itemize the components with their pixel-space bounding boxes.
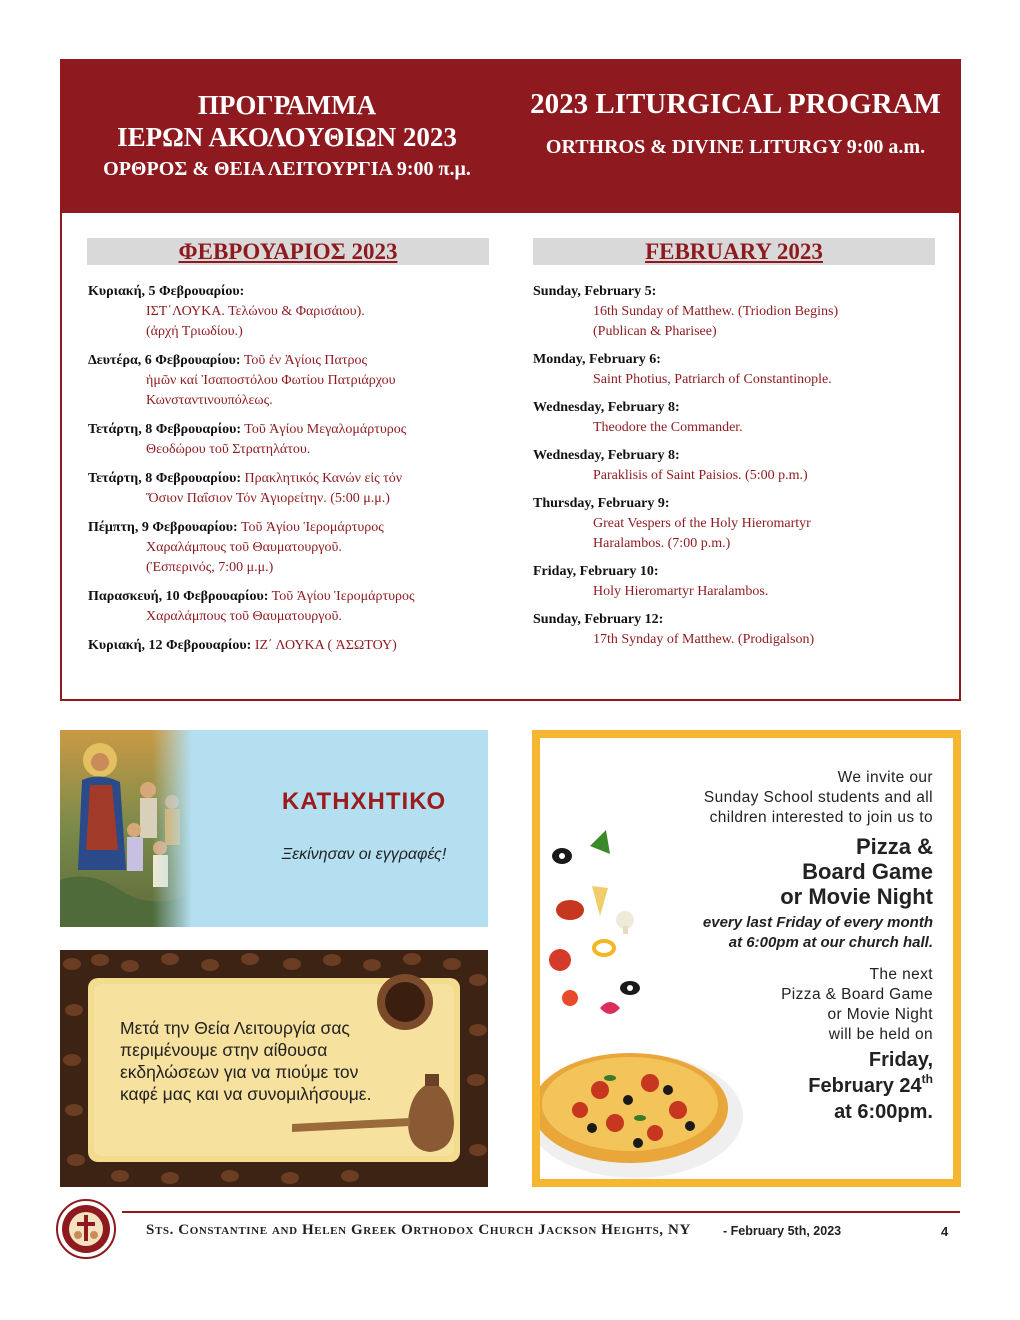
schedule-entry: [88, 587, 508, 627]
coffee-text-line: Μετά την Θεία Λειτουργία σας: [120, 1018, 350, 1038]
coffee-text-line: καφέ μας και να συνομιλήσουμε.: [120, 1084, 372, 1104]
schedule-date: Κυριακή, 5 Φεβρουαρίου:: [88, 284, 245, 299]
pizza-next-line: Pizza & Board Game: [781, 986, 933, 1003]
coffee-text-line: εκδηλώσεων για να πιούμε τον: [120, 1062, 359, 1082]
schedule-entry: [88, 351, 508, 411]
schedule-date: Sunday, February 5:: [533, 284, 657, 299]
footer-church-name: Sts. Constantine and Helen Greek Orthodox Church Jackson Heights, NY: [146, 1222, 691, 1238]
pizza-invite-line: Sunday School students and all: [703, 789, 933, 806]
pizza-next-date: [653, 1047, 933, 1125]
schedule-entry-heading: [88, 420, 508, 440]
schedule-date: Wednesday, February 8:: [533, 448, 680, 463]
schedule-entry: [533, 494, 953, 554]
schedule-feast-line: 17th Synday of Matthew. (Prodigalson): [593, 632, 815, 647]
catechism-title: ΚΑΤΗΧΗΤΙΚΟ: [281, 788, 447, 815]
schedule-entry: [88, 420, 508, 460]
english-subtitle: ORTHROS & DIVINE LITURGY 9:00 a.m.: [545, 136, 926, 158]
schedule-feast: Τοῦ Ἁγίου Ἱερομάρτυρος: [271, 589, 415, 604]
schedule-date: Sunday, February 12:: [533, 612, 664, 627]
schedule-entry: [533, 282, 953, 342]
schedule-entry: [88, 282, 508, 342]
greek-title-line-2: ΙΕΡΩΝ ΑΚΟΛΟΥΘΙΩΝ 2023: [117, 122, 457, 152]
schedule-date: Τετάρτη, 8 Φεβρουαρίου:: [88, 471, 242, 486]
pizza-event-title: [653, 834, 933, 909]
schedule-feast-line: ΙΣΤ΄ΛΟΥΚΑ. Τελώνου & Φαρισάιου).: [146, 304, 365, 319]
schedule-date: Wednesday, February 8:: [533, 400, 680, 415]
pizza-event-line: Pizza &: [855, 834, 933, 859]
pizza-next-event: [653, 965, 933, 1045]
schedule-feast-line: Ὅσιον Παΐσιον Τόν Ἁγιορείτην. (5:00 μ.μ.): [146, 491, 390, 506]
schedule-feast-line: Θεοδώρου τοῦ Στρατηλάτου.: [146, 442, 311, 457]
schedule-feast: Τοῦ ἐν Ἁγίοις Πατρος: [243, 353, 368, 368]
schedule-date: Friday, February 10:: [533, 564, 659, 579]
catechism-subtitle: Ξεκίνησαν οι εγγραφές!: [281, 846, 447, 863]
schedule-entry-heading: [88, 469, 508, 489]
coffee-text-line: περιμένουμε στην αίθουσα: [120, 1040, 328, 1060]
schedule-entry-heading: [88, 351, 508, 371]
schedule-entry-heading: [88, 282, 508, 302]
pizza-next-line: The next: [869, 966, 933, 983]
schedule-date: Monday, February 6:: [533, 352, 661, 367]
christ-with-children-icon: [60, 730, 192, 927]
schedule-feast: Τοῦ Ἁγίου Ἱερομάρτυρος: [240, 520, 384, 535]
liturgical-program-box: [60, 59, 961, 701]
schedule-entry: [533, 398, 953, 438]
schedule-feast-line: Χαραλάμπους τοῦ Θαυματουργοῦ.: [146, 540, 342, 555]
schedule-feast-line: (Publican & Pharisee): [593, 324, 717, 339]
schedule-entry: [533, 610, 953, 650]
schedule-feast-line: Haralambos. (7:00 p.m.): [593, 536, 731, 551]
schedule-feast: ΙΖ΄ ΛΟΥΚΑ ( ἈΣΩΤΟΥ): [254, 638, 397, 653]
schedule-entry: [88, 636, 508, 656]
pizza-next-line: or Movie Night: [827, 1006, 933, 1023]
schedule-feast-line: Theodore the Commander.: [593, 420, 743, 435]
greek-header: [62, 61, 512, 213]
pizza-invite-line: children interested to join us to: [709, 809, 933, 826]
schedule-feast-line: Holy Hieromartyr Haralambos.: [593, 584, 769, 599]
pizza-next-line: will be held on: [828, 1026, 933, 1043]
schedule-feast-line: ἡμῶν καί Ἰσαποστόλου Φωτίου Πατριάρχου: [146, 373, 396, 388]
english-month-heading: FEBRUARY 2023: [533, 238, 935, 265]
schedule-entry: [533, 446, 953, 486]
schedule-feast-line: (Ἑσπερινός, 7:00 μ.μ.): [146, 560, 274, 575]
schedule-entry-heading: [88, 587, 508, 607]
schedule-feast-line: Saint Photius, Patriarch of Constantinople.: [593, 372, 832, 387]
coffee-hour-card: [60, 950, 488, 1187]
pizza-date-month: February 24th: [808, 1072, 933, 1097]
greek-subtitle: ΟΡΘΡΟΣ & ΘΕΙΑ ΛΕΙΤΟΥΡΓΙΑ 9:00 π.μ.: [103, 158, 471, 180]
program-header: [62, 61, 959, 213]
coffee-invitation-text: [120, 1017, 440, 1105]
church-seal-icon: [56, 1199, 116, 1259]
schedule-feast-line: Great Vespers of the Holy Hieromartyr: [593, 516, 811, 531]
greek-month-heading: ΦΕΒΡΟΥΑΡΙΟΣ 2023: [87, 238, 489, 265]
pizza-when-line: at 6:00pm at our church hall.: [728, 934, 933, 951]
schedule-feast-line: 16th Sunday of Matthew. (Triodion Begins): [593, 304, 839, 319]
pizza-event-line: Board Game: [802, 859, 933, 884]
pizza-date-day: Friday,: [868, 1049, 933, 1071]
english-schedule: [533, 282, 953, 658]
footer-date: - February 5th, 2023: [723, 1224, 842, 1238]
schedule-entry-heading: [88, 636, 508, 656]
schedule-entry: [88, 518, 508, 578]
english-title: 2023 LITURGICAL PROGRAM: [530, 88, 941, 120]
pizza-event-line: or Movie Night: [780, 884, 933, 909]
schedule-date: Τετάρτη, 8 Φεβρουαρίου:: [88, 422, 242, 437]
greek-title-line-1: ΠΡΟΓΡΑΜΜΑ: [197, 90, 377, 120]
greek-schedule: [88, 282, 508, 665]
page-number: 4: [941, 1224, 949, 1239]
catechism-card: [60, 730, 488, 927]
schedule-entry: [88, 469, 508, 509]
english-header: [512, 61, 959, 213]
schedule-date: Κυριακή, 12 Φεβρουαρίου:: [88, 638, 252, 653]
schedule-feast-line: (ἀρχή Τριωδίου.): [146, 324, 243, 339]
schedule-entry-heading: [88, 518, 508, 538]
schedule-entry: [533, 562, 953, 602]
schedule-feast-line: Paraklisis of Saint Paisios. (5:00 p.m.): [593, 468, 808, 483]
pizza-invite-line: We invite our: [837, 769, 933, 786]
pizza-schedule: [653, 913, 933, 953]
pizza-invite: [653, 768, 933, 828]
schedule-feast: Πρακλητικός Κανών εἰς τόν: [244, 471, 403, 486]
schedule-entry: [533, 350, 953, 390]
schedule-feast-line: Κωνσταντινουπόλεως.: [146, 393, 273, 408]
schedule-feast-line: Χαραλάμπους τοῦ Θαυματουργοῦ.: [146, 609, 342, 624]
pizza-when-line: every last Friday of every month: [702, 914, 933, 931]
pizza-night-card: [532, 730, 961, 1187]
schedule-date: Thursday, February 9:: [533, 496, 670, 511]
pizza-date-time: at 6:00pm.: [834, 1101, 933, 1123]
schedule-date: Πέμπτη, 9 Φεβρουαρίου:: [88, 520, 238, 535]
pizza-night-text: [653, 768, 933, 1125]
schedule-date: Παρασκευή, 10 Φεβρουαρίου:: [88, 589, 269, 604]
schedule-date: Δευτέρα, 6 Φεβρουαρίου:: [88, 353, 241, 368]
schedule-feast: Τοῦ Ἁγίου Μεγαλομάρτυρος: [244, 422, 407, 437]
footer-divider: [122, 1211, 960, 1213]
